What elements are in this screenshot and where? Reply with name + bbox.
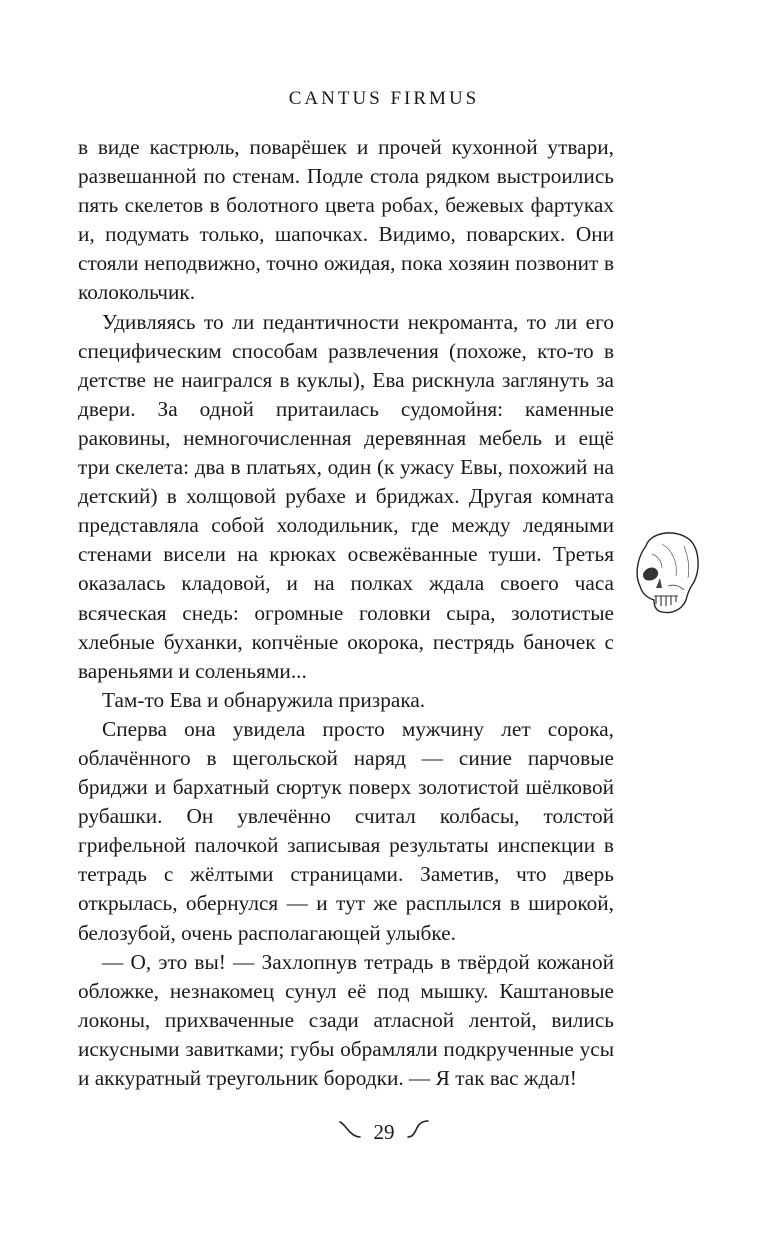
paragraph: в виде кастрюль, поварёшек и прочей кухонной утвари, развешанной по стенам. Подле стола рядком выстроились пять скелетов в болотного цвета робах, бежевых фартуках и, подумать только, шапочках. Видимо, поварских. Они стояли неподвижно, точно ожидая, пока хозяин позвонит в колокольчик. [78, 135, 614, 305]
running-title: CANTUS FIRMUS [288, 88, 480, 109]
paragraph: — О, это вы! — Захлопнув тетрадь в твёрдой кожаной обложке, незнакомец сунул её под мышку. Каштановые локоны, прихваченные сзади атласной лентой, вились искусными завитками; губы обрамляли подкрученные усы и аккуратный треугольник бородки. — Я так вас ждал! [78, 949, 614, 1090]
left-flourish-icon [338, 1118, 362, 1146]
skull-icon [632, 526, 704, 618]
right-flourish-icon [406, 1118, 430, 1146]
page-footer [0, 1118, 768, 1146]
page-number: 29 [373, 1119, 395, 1144]
paragraph: Там-то Ева и обнаружила призрака. [102, 687, 426, 712]
paragraph: Сперва она увидела просто мужчину лет сорока, облачённого в щегольской наряд — синие парчовые бриджи и бархатный сюртук поверх золотистой шёлковой рубашки. Он увлечённо считал колбасы, толстой грифельной палочкой записывая результаты инспекции в тетрадь с жёлтыми страницами. Заметив, что дверь открылась, обернулся — и тут же расплылся в широкой, белозубой, очень располагающей улыбке. [78, 716, 614, 945]
paragraph: Удивляясь то ли педантичности некроманта, то ли его специфическим способам развлечения (похоже, кто-то в детстве не наигрался в куклы), Ева рискнула заглянуть за двери. За одной притаилась судомойня: каменные раковины, немногочисленная деревянная мебель и ещё три скелета: два в платьях, один (к ужасу Евы, похожий на детский) в холщовой рубахе и бриджах. Другая комната представляла собой холодильник, где между ледяными стенами висели на крюках освежёванные туши. Третья оказалась кладовой, и на полках ждала своего часа всяческая снедь: огромные головки сыра, золотистые хлебные буханки, копчёные окорока, пестрядь баночек с вареньями и соленьями... [78, 309, 614, 683]
body-text [78, 133, 614, 1093]
